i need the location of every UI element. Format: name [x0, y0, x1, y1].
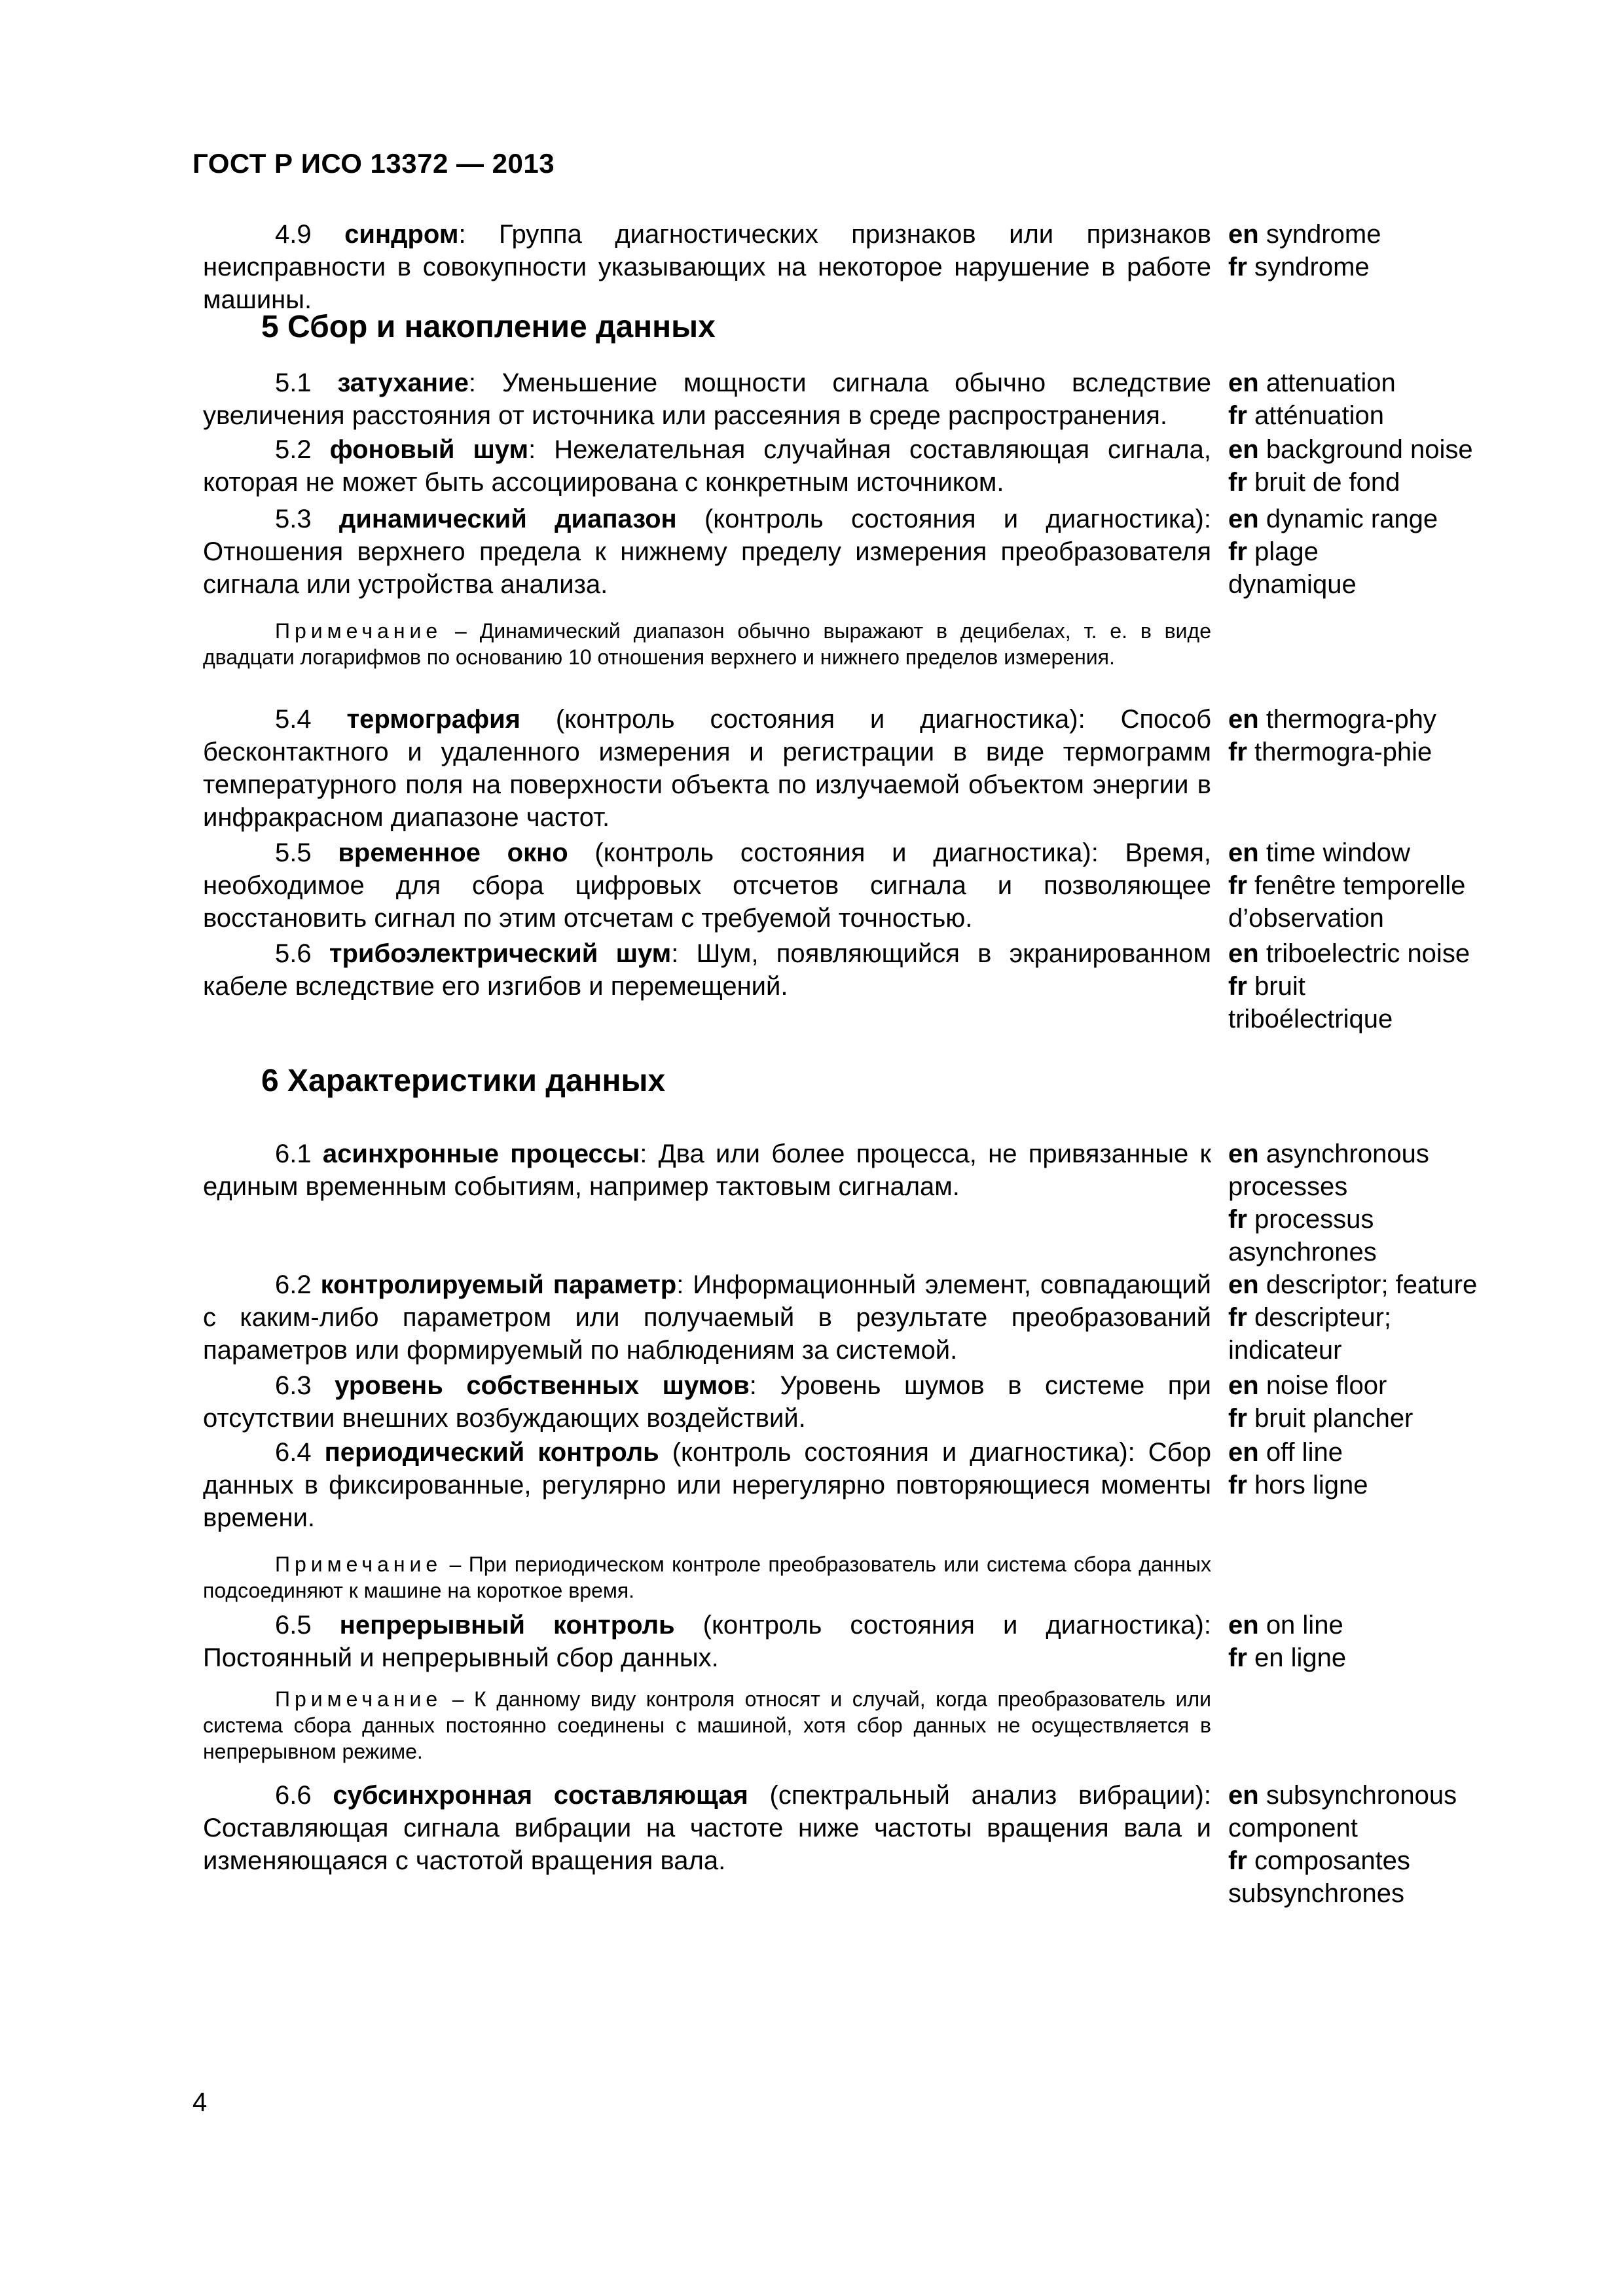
term-fr: bruit de fond [1254, 468, 1400, 497]
term-fr: composantes [1254, 1846, 1410, 1875]
note-label: Примечание [275, 1552, 443, 1576]
section-heading-6: 6 Характеристики данных [261, 1064, 666, 1098]
term-en: thermogra-phy [1266, 705, 1436, 734]
term-fr: syndrome [1254, 253, 1370, 281]
term-en: asynchronous [1266, 1139, 1429, 1168]
term-fr: bruit [1254, 972, 1305, 1001]
definition: 6.3 уровень собственных шумов: Уровень шумов в системе при отсутствии внешних возбуждающих воздействий. [203, 1371, 1211, 1433]
document-header: ГОСТ Р ИСО 13372 — 2013 [192, 148, 555, 179]
term-translations: en asynchronous processes fr processus asynchrones [1228, 1138, 1516, 1268]
term-fr: fenêtre temporelle [1254, 871, 1466, 900]
term-fr-continued: indicateur [1228, 1336, 1342, 1365]
term: синдром [344, 220, 459, 249]
note-label: Примечание [275, 619, 443, 643]
term-en: background noise [1266, 435, 1473, 464]
term-fr-continued: d’observation [1228, 904, 1384, 933]
term-fr: thermogra-phie [1254, 738, 1432, 766]
term-translations: en time window fr fenêtre temporelle d’observation [1228, 836, 1516, 935]
term-fr: hors ligne [1254, 1471, 1368, 1499]
term-translations: en descriptor; feature fr descripteur; indicateur [1228, 1268, 1516, 1367]
term-en: noise floor [1266, 1371, 1387, 1400]
note-6-4: Примечание – При периодическом контроле преобразователь или система сбора данных подсоединяют к машине на короткое время. [203, 1552, 1211, 1602]
term-en: on line [1266, 1611, 1343, 1640]
term-fr: descripteur; [1254, 1303, 1391, 1332]
term-en: time window [1266, 838, 1410, 867]
term-en: dynamic range [1266, 505, 1438, 533]
note-5-3: Примечание – Динамический диапазон обычно выражают в децибелах, т. е. в виде двадцати логарифмов по основанию 10 отношения верхнего и нижнего пределов измерения. [203, 619, 1211, 669]
term-translations: en attenuation fr atténuation [1228, 368, 1396, 430]
term-en: syndrome [1266, 220, 1381, 249]
definition: 5.1 затухание: Уменьшение мощности сигнала обычно вследствие увеличения расстояния от источника или рассеяния в среде распространения. [203, 368, 1211, 430]
term-en: attenuation [1266, 368, 1396, 397]
definition: 6.6 субсинхронная составляющая (спектральный анализ вибрации): Составляющая сигнала вибрации на частоте ниже частоты вращения вала и изменяющаяся с частотой вращения вала. [203, 1781, 1211, 1875]
term-fr: processus [1254, 1205, 1374, 1234]
term-translations: en noise floor fr bruit plancher [1228, 1371, 1413, 1433]
note-6-5: Примечание – К данному виду контроля относят и случай, когда преобразователь или система сбора данных постоянно соединены с машиной, хотя сбор данных не осуществляется в непрерывном режиме. [203, 1687, 1211, 1763]
term-translations: en off line fr hors ligne [1228, 1438, 1368, 1499]
page-number: 4 [192, 2088, 208, 2117]
term: термография [346, 705, 521, 734]
term-fr-continued: subsynchrones [1228, 1879, 1405, 1908]
definition: 6.1 асинхронные процессы: Два или более процесса, не привязанные к единым временным событиям, например тактовым сигналам. [203, 1139, 1211, 1201]
term-en: triboelectric noise [1266, 939, 1470, 968]
definition: 5.4 термография (контроль состояния и диагностика): Способ бесконтактного и удаленного измерения и регистрации в виде термограмм температурного поля на поверхности объекта по излучаемой объектом энергии в инфракрасном диапазоне частот. [203, 705, 1212, 832]
note-label: Примечание [275, 1687, 443, 1711]
definition: 5.5 временное окно (контроль состояния и диагностика): Время, необходимое для сбора цифровых отсчетов сигнала и позволяющее восстановить сигнал по этим отсчетам с требуемой точностью. [203, 838, 1211, 933]
term: трибоэлектрический шум [329, 939, 672, 968]
term-fr: bruit plancher [1254, 1404, 1413, 1433]
term-fr: plage [1254, 537, 1319, 566]
term: уровень собственных шумов [335, 1371, 750, 1400]
section-heading-5: 5 Сбор и накопление данных [261, 310, 716, 344]
term: субсинхронная составляющая [333, 1781, 748, 1810]
term: временное окно [338, 838, 568, 867]
definition: 5.3 динамический диапазон (контроль состояния и диагностика): Отношения верхнего предела к нижнему пределу измерения преобразователя сигнала или устройства анализа. [203, 505, 1211, 599]
definition: 6.2 контролируемый параметр: Информационный элемент, совпадающий с каким-либо параметром или получаемый в результате преобразований параметров или формируемый по наблюдениям за системой. [203, 1270, 1211, 1365]
definition: 5.6 трибоэлектрический шум: Шум, появляющийся в экранированном кабеле вследствие его изгибов и перемещений. [203, 939, 1211, 1001]
definition: 6.5 непрерывный контроль (контроль состояния и диагностика): Постоянный и непрерывный сбор данных. [203, 1611, 1211, 1672]
term: фоновый шум [329, 435, 529, 464]
term-translations: en syndrome fr syndrome [1228, 220, 1381, 281]
term: непрерывный контроль [339, 1611, 675, 1640]
term-translations: en triboelectric noise fr bruit triboélectrique [1228, 937, 1516, 1035]
term-translations: en background noise fr bruit de fond [1228, 435, 1473, 497]
term: периодический контроль [324, 1438, 659, 1467]
term: затухание [337, 368, 469, 397]
term-fr: en ligne [1254, 1643, 1347, 1672]
term-fr: atténuation [1254, 401, 1384, 430]
term-fr-continued: asynchrones [1228, 1238, 1377, 1266]
term-translations: en dynamic range fr plage dynamique [1228, 503, 1516, 601]
term: асинхронные процессы [322, 1139, 640, 1168]
term-en: descriptor; feature [1266, 1270, 1478, 1299]
definition: 4.9 синдром: Группа диагностических признаков или признаков неисправности в совокупности указывающих на некоторое нарушение в работе машины. [203, 220, 1211, 314]
term-en-continued: processes [1228, 1172, 1348, 1201]
term: контролируемый параметр [320, 1270, 677, 1299]
term: динамический диапазон [338, 505, 677, 533]
term-fr-continued: triboélectrique [1228, 1005, 1393, 1033]
definition: 6.4 периодический контроль (контроль состояния и диагностика): Сбор данных в фиксированные, регулярно или нерегулярно повторяющиеся моменты времени. [203, 1438, 1211, 1532]
term-translations: en thermogra-phy fr thermogra-phie [1228, 705, 1436, 766]
term-fr-continued: dynamique [1228, 570, 1357, 599]
term-translations: en on line fr en ligne [1228, 1611, 1347, 1672]
term-en: subsynchronous [1266, 1781, 1457, 1810]
term-translations: en subsynchronous component fr composantes subsynchrones [1228, 1779, 1516, 1910]
definition: 5.2 фоновый шум: Нежелательная случайная составляющая сигнала, которая не может быть ассоциирована с конкретным источником. [203, 435, 1211, 497]
term-en: off line [1266, 1438, 1343, 1467]
term-en-continued: component [1228, 1814, 1358, 1842]
